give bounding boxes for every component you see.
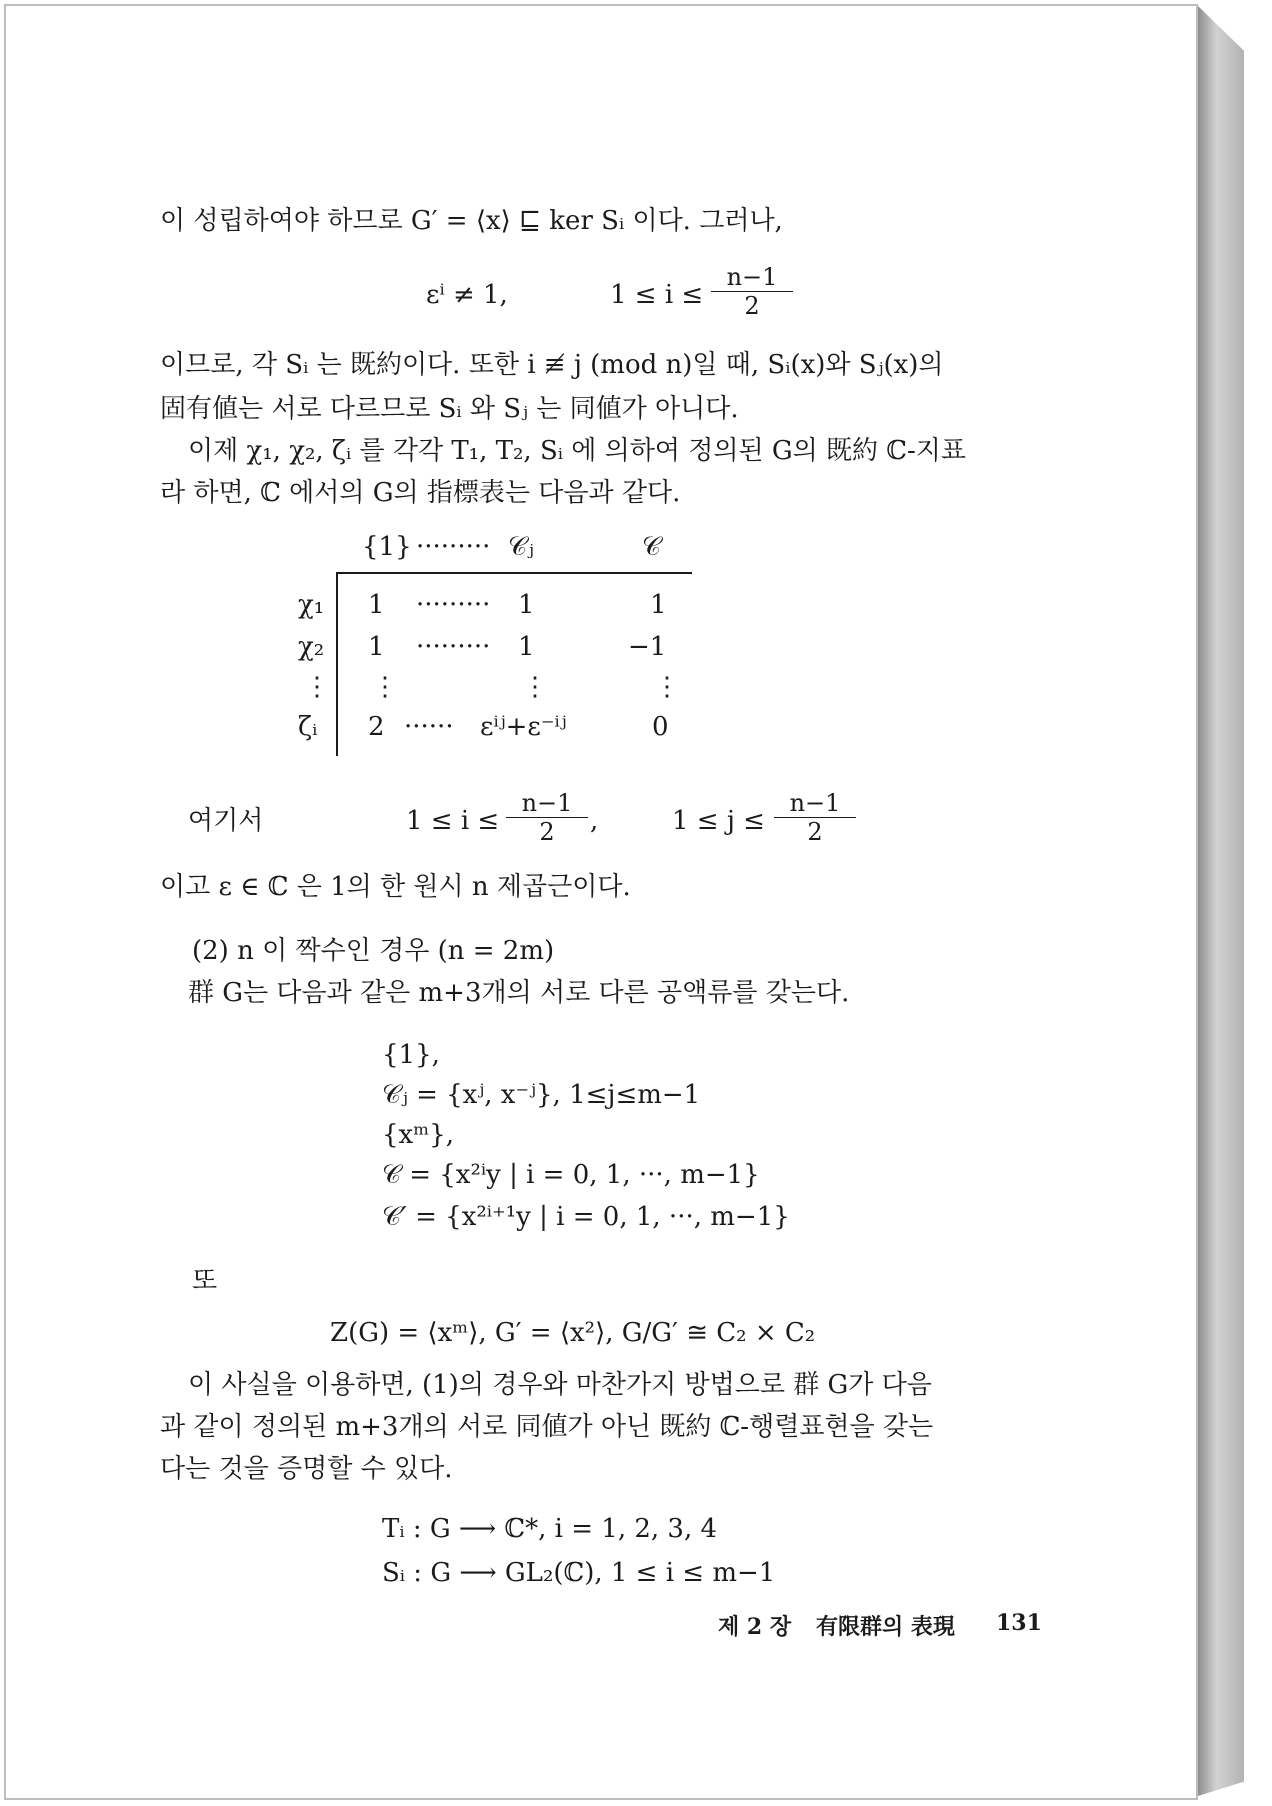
table-cell: 1 bbox=[650, 590, 667, 620]
table-header-class-c: 𝒞 bbox=[642, 532, 661, 562]
where-fraction-i bbox=[506, 790, 588, 845]
table-cell: ⋮ bbox=[522, 672, 548, 702]
also-word: 또 bbox=[192, 1266, 218, 1296]
where-comma: , bbox=[590, 806, 599, 836]
paragraph-5-line-1: 이 사실을 이용하면, (1)의 경우와 마찬가지 방법으로 群 G가 다음 bbox=[188, 1370, 932, 1400]
table-cell: ········· bbox=[416, 632, 491, 662]
table-vertical-rule bbox=[336, 574, 338, 756]
eq1-cond: 1 ≤ i ≤ bbox=[610, 280, 704, 310]
table-header-class-j: 𝒞ⱼ bbox=[508, 532, 534, 562]
table-cell: 2 bbox=[368, 712, 385, 742]
paragraph-5-line-3: 다는 것을 증명할 수 있다. bbox=[160, 1454, 453, 1484]
table-header-identity: {1} bbox=[362, 532, 412, 562]
paragraph-2-line-1: 이므로, 각 Sᵢ 는 既約이다. 또한 i ≢ j (mod n)일 때, Sᵢ(x)와 Sⱼ(x)의 bbox=[160, 350, 944, 380]
class-list-item: {xᵐ}, bbox=[382, 1120, 454, 1150]
eq1-numerator: n−1 bbox=[711, 264, 793, 292]
where-fraction-j bbox=[774, 790, 856, 845]
table-cell: 0 bbox=[652, 712, 669, 742]
paragraph-2-line-2: 固有値는 서로 다르므로 Sᵢ 와 Sⱼ 는 同値가 아니다. bbox=[160, 394, 739, 424]
where-denominator-j: 2 bbox=[807, 818, 823, 846]
table-header-dots: ········· bbox=[416, 532, 491, 562]
table-cell: −1 bbox=[628, 632, 667, 662]
paragraph-1: 이 성립하여야 하므로 G′ = ⟨x⟩ ⊑ ker Sᵢ 이다. 그러나, bbox=[160, 206, 783, 236]
class-list-item: 𝒞 = {x²ⁱy | i = 0, 1, ···, m−1} bbox=[382, 1160, 760, 1190]
table-cell: 1 bbox=[368, 590, 385, 620]
where-denominator-i: 2 bbox=[539, 818, 555, 846]
table-cell: ⋮ bbox=[372, 672, 398, 702]
where-numerator-j: n−1 bbox=[774, 790, 856, 818]
table-cell: ········· bbox=[416, 590, 491, 620]
where-cond-i: 1 ≤ i ≤ bbox=[406, 806, 500, 836]
paragraph-5-line-2: 과 같이 정의된 m+3개의 서로 同値가 아닌 既約 ℂ-행렬표현을 갖는 bbox=[160, 1412, 934, 1442]
page-edge-shadow bbox=[1198, 6, 1244, 1796]
eq1-fraction bbox=[711, 264, 793, 319]
table-row-label: χ₁ bbox=[298, 590, 325, 620]
class-list-item: {1}, bbox=[382, 1040, 440, 1070]
table-cell: 1 bbox=[368, 632, 385, 662]
case-2-line: 群 G는 다음과 같은 m+3개의 서로 다른 공액류를 갖는다. bbox=[188, 978, 850, 1008]
case-2-title: (2) n 이 짝수인 경우 (n = 2m) bbox=[192, 936, 555, 966]
table-row-label: ζᵢ bbox=[298, 712, 318, 742]
footer-title: 有限群의 表現 bbox=[816, 1614, 955, 1640]
where-word: 여기서 bbox=[188, 806, 264, 836]
table-cell: ⋮ bbox=[654, 672, 680, 702]
eq1-left: εⁱ ≠ 1, bbox=[426, 280, 508, 310]
eq1-denominator: 2 bbox=[744, 292, 760, 320]
book-page bbox=[4, 4, 1198, 1800]
paragraph-4: 이고 ε ∈ ℂ 은 1의 한 원시 n 제곱근이다. bbox=[160, 872, 631, 902]
page-number: 131 bbox=[996, 1610, 1042, 1636]
table-header-rule bbox=[336, 572, 692, 574]
where-cond-j: 1 ≤ j ≤ bbox=[672, 806, 765, 836]
table-cell: 1 bbox=[518, 590, 535, 620]
table-row-label: ⋮ bbox=[304, 672, 330, 702]
paragraph-3-line-2: 라 하면, ℂ 에서의 G의 指標表는 다음과 같다. bbox=[160, 478, 681, 508]
footer-chapter: 제 2 장 bbox=[718, 1614, 792, 1640]
representation-line: Sᵢ : G ⟶ GL₂(ℂ), 1 ≤ i ≤ m−1 bbox=[382, 1558, 776, 1588]
table-cell: εⁱʲ+ε⁻ⁱʲ bbox=[480, 712, 567, 742]
class-list-item: 𝒞ⱼ = {xʲ, x⁻ʲ}, 1≤j≤m−1 bbox=[382, 1080, 701, 1110]
class-list-item: 𝒞′ = {x²ⁱ⁺¹y | i = 0, 1, ···, m−1} bbox=[382, 1202, 790, 1232]
table-cell: 1 bbox=[518, 632, 535, 662]
where-numerator-i: n−1 bbox=[506, 790, 588, 818]
table-row-label: χ₂ bbox=[298, 632, 325, 662]
table-cell: ······ bbox=[404, 712, 454, 742]
paragraph-3-line-1: 이제 χ₁, χ₂, ζᵢ 를 각각 T₁, T₂, Sᵢ 에 의하여 정의된 G의 既約 ℂ-지표 bbox=[188, 436, 967, 466]
center-equation: Z(G) = ⟨xᵐ⟩, G′ = ⟨x²⟩, G/G′ ≅ C₂ × C₂ bbox=[330, 1318, 816, 1348]
representation-line: Tᵢ : G ⟶ ℂ*, i = 1, 2, 3, 4 bbox=[382, 1514, 718, 1544]
